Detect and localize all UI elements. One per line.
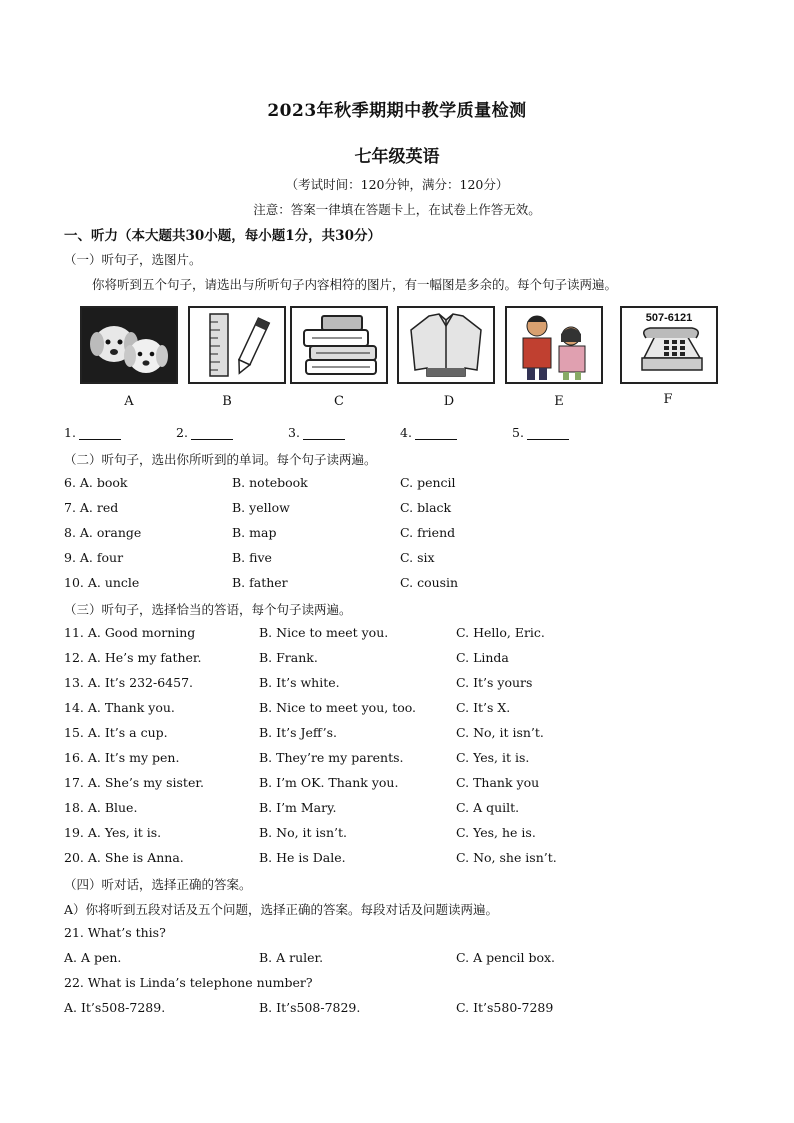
exam-title: 2023年秋季期期中教学质量检测 [267,101,527,121]
picture-f [620,306,718,384]
option-a[interactable]: 20. A. She is Anna. [64,850,184,865]
question-row [64,525,764,545]
option-a[interactable]: 19. A. Yes, it is. [64,825,162,840]
answer-blank-1[interactable] [64,425,121,440]
exam-subject: 七年级英语 [354,147,440,167]
blank-number: 1. [64,425,76,440]
option-a[interactable]: 13. A. It’s 232-6457. [64,675,194,690]
option-a[interactable]: 8. A. orange [64,525,142,540]
option-c[interactable]: C. It’s580-7289 [456,1000,554,1015]
question-row [64,775,764,795]
boy-girl-icon [507,308,601,382]
option-a[interactable]: 10. A. uncle [64,575,140,590]
option-c[interactable]: C. Linda [456,650,509,665]
option-a[interactable]: 12. A. He’s my father. [64,650,202,665]
picture-label-b: B [222,394,232,409]
option-b[interactable]: B. A ruler. [259,950,324,965]
option-b[interactable]: B. I’m Mary. [259,800,337,815]
question-21: 21. What’s this? [64,925,166,940]
option-c[interactable]: C. A quilt. [456,800,520,815]
picture-label-d: D [443,394,455,409]
picture-label-e: E [554,394,564,409]
option-b[interactable]: B. five [232,550,272,565]
exam-notice: 注意：答案一律填在答题卡上，在试卷上作答无效。 [253,202,541,217]
ruler-pencil-icon [190,308,284,382]
option-a[interactable]: 6. A. book [64,475,128,490]
question-row [64,750,764,770]
picture-label-c: C [334,394,344,409]
option-c[interactable]: C. cousin [400,575,459,590]
question-row [64,825,764,845]
part1-instruction: 你将听到五个句子，请选出与所听句子内容相符的图片，有一幅图是多余的。每个句子读两遍。 [92,277,618,292]
puppies-icon [82,308,176,382]
option-b[interactable]: B. yellow [232,500,290,515]
option-b[interactable]: B. I’m OK. Thank you. [259,775,399,790]
option-c[interactable]: C. It’s X. [456,700,511,715]
question-22-options [64,1000,764,1020]
option-c[interactable]: C. Hello, Eric. [456,625,545,640]
picture-label-a: A [124,394,134,409]
option-c[interactable]: C. black [400,500,452,515]
option-a[interactable]: 7. A. red [64,500,119,515]
option-a[interactable]: 14. A. Thank you. [64,700,175,715]
option-a[interactable]: A. It’s508-7289. [64,1000,166,1015]
section-heading: 一、听力（本大题共30小题，每小题1分，共30分） [64,228,381,244]
jacket-icon [399,308,493,382]
option-a[interactable]: 16. A. It’s my pen. [64,750,180,765]
answer-blank-3[interactable] [288,425,345,440]
picture-c [290,306,388,384]
question-row [64,850,764,870]
option-b[interactable]: B. father [232,575,288,590]
option-a[interactable]: 17. A. She’s my sister. [64,775,204,790]
option-c[interactable]: C. Yes, it is. [456,750,530,765]
question-row [64,700,764,720]
exam-info: （考试时间：120分钟，满分：120分） [285,177,509,192]
question-row [64,675,764,695]
option-a[interactable]: 9. A. four [64,550,124,565]
option-a[interactable]: 11. A. Good morning [64,625,196,640]
question-row [64,625,764,645]
question-21-options [64,950,764,970]
option-c[interactable]: C. No, she isn’t. [456,850,557,865]
option-b[interactable]: B. notebook [232,475,308,490]
option-a[interactable]: 15. A. It’s a cup. [64,725,168,740]
option-c[interactable]: C. A pencil box. [456,950,556,965]
option-b[interactable]: B. They’re my parents. [259,750,404,765]
blank-number: 2. [176,425,188,440]
question-row [64,575,764,595]
answer-blank-2[interactable] [176,425,233,440]
question-row [64,725,764,745]
question-row [64,500,764,520]
blank-number: 5. [512,425,524,440]
blank-number: 3. [288,425,300,440]
books-icon [292,308,386,382]
option-b[interactable]: B. Nice to meet you, too. [259,700,417,715]
blank-number: 4. [400,425,412,440]
question-row [64,550,764,570]
telephone-icon [622,308,716,382]
option-b[interactable]: B. map [232,525,277,540]
option-a[interactable]: 18. A. Blue. [64,800,138,815]
answer-blank-4[interactable] [400,425,457,440]
option-b[interactable]: B. He is Dale. [259,850,346,865]
option-b[interactable]: B. No, it isn’t. [259,825,347,840]
part4-title: （四）听对话，选择正确的答案。 [64,877,252,892]
option-c[interactable]: C. Thank you [456,775,540,790]
question-row [64,650,764,670]
question-22: 22. What is Linda’s telephone number? [64,975,313,990]
part3-title: （三）听句子，选择恰当的答语，每个句子读两遍。 [64,602,352,617]
option-b[interactable]: B. Nice to meet you. [259,625,389,640]
answer-blank-5[interactable] [512,425,569,440]
part2-title: （二）听句子，选出你所听到的单词。每个句子读两遍。 [64,452,377,467]
option-c[interactable]: C. Yes, he is. [456,825,536,840]
picture-e [505,306,603,384]
part1-title: （一）听句子，选图片。 [64,252,202,267]
phone-number-caption: 507-6121 [645,312,693,324]
part4-sub-a: A）你将听到五段对话及五个问题，选择正确的答案。每段对话及问题读两遍。 [64,902,499,917]
option-b[interactable]: B. Frank. [259,650,318,665]
option-c[interactable]: C. six [400,550,435,565]
question-row [64,800,764,820]
option-a[interactable]: A. A pen. [64,950,122,965]
picture-label-f: F [663,392,673,407]
option-c[interactable]: C. pencil [400,475,456,490]
option-c[interactable]: C. No, it isn’t. [456,725,544,740]
option-b[interactable]: B. It’s508-7829. [259,1000,361,1015]
option-c[interactable]: C. friend [400,525,456,540]
picture-a [80,306,178,384]
option-b[interactable]: B. It’s Jeff’s. [259,725,338,740]
question-row [64,475,764,495]
option-b[interactable]: B. It’s white. [259,675,340,690]
option-c[interactable]: C. It’s yours [456,675,533,690]
picture-b [188,306,286,384]
picture-d [397,306,495,384]
